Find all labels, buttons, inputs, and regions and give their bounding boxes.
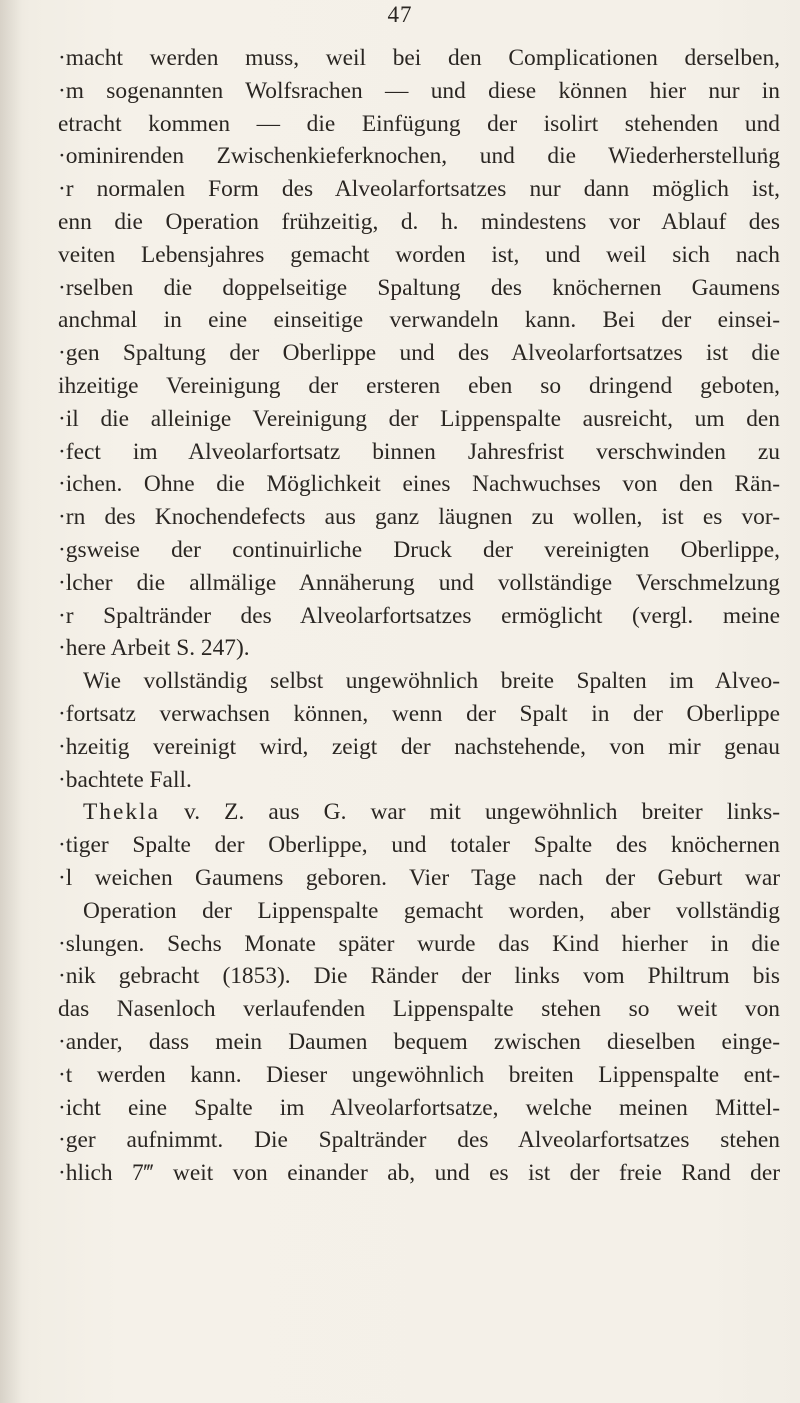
patient-name: Thekla bbox=[83, 799, 160, 826]
text-line: ·rn des Knochendefects aus ganz läugnen zu wollen, ist es vor- bbox=[58, 504, 780, 531]
text-line: ·here Arbeit S. 247). bbox=[58, 635, 250, 662]
text-line: anchmal in eine einseitige verwandeln kann. Bei der einsei- bbox=[58, 307, 780, 334]
text-line: ·ander, dass mein Daumen bequem zwischen dieselben einge- bbox=[58, 1028, 780, 1055]
text-line: ihzeitige Vereinigung der ersteren eben so dringend geboten, bbox=[58, 372, 780, 399]
text-line: ·m sogenannten Wolfsrachen — und diese können hier nur in bbox=[58, 77, 780, 104]
text-line: Operation der Lippenspalte gemacht worden, aber vollständig bbox=[83, 897, 780, 924]
text-line: ·il die alleinige Vereinigung der Lippenspalte ausreicht, um den bbox=[58, 405, 780, 432]
text-block bbox=[58, 42, 780, 1190]
text-line: ·gen Spaltung der Oberlippe und des Alveolarfortsatzes ist die bbox=[58, 340, 780, 367]
text-line: veiten Lebensjahres gemacht worden ist, und weil sich nach bbox=[58, 241, 780, 268]
text-line: ·ichen. Ohne die Möglichkeit eines Nachwuchses von den Rän- bbox=[58, 471, 780, 498]
text-line: ·slungen. Sechs Monate später wurde das Kind hierher in die bbox=[58, 930, 780, 957]
text-line: ·t werden kann. Dieser ungewöhnlich breiten Lippenspalte ent- bbox=[58, 1061, 780, 1088]
text-line: ·hlich 7‴ weit von einander ab, und es ist der freie Rand der bbox=[58, 1160, 780, 1187]
text-line: ·ominirenden Zwischenkieferknochen, und die Wiederherstellung bbox=[58, 143, 780, 170]
text-line: ·gsweise der continuirliche Druck der vereinigten Oberlippe, bbox=[58, 536, 780, 563]
text-line: ·nik gebracht (1853). Die Ränder der links vom Philtrum bis bbox=[58, 963, 780, 990]
text-line: ·hzeitig vereinigt wird, zeigt der nachstehende, von mir genau bbox=[58, 733, 780, 760]
text-line: etracht kommen — die Einfügung der isolirt stehenden und bbox=[58, 110, 780, 137]
text-line: Wie vollständig selbst ungewöhnlich breite Spalten im Alveo- bbox=[83, 668, 780, 695]
page-number: 47 bbox=[387, 2, 413, 27]
text-line: ·bachtete Fall. bbox=[58, 766, 192, 793]
text-line: ·lcher die allmälige Annäherung und vollständige Verschmelzung bbox=[58, 569, 780, 596]
text-line: ·fect im Alveolarfortsatz binnen Jahresfrist verschwinden zu bbox=[58, 438, 780, 465]
text-line: ·ger aufnimmt. Die Spaltränder des Alveolarfortsatzes stehen bbox=[58, 1127, 780, 1154]
text-line: ·icht eine Spalte im Alveolarfortsatze, welche meinen Mittel- bbox=[58, 1094, 780, 1121]
binding-shadow bbox=[0, 0, 22, 1403]
text-line: ·l weichen Gaumens geboren. Vier Tage nach der Geburt war bbox=[58, 864, 780, 891]
text-line: ·tiger Spalte der Oberlippe, und totaler Spalte des knöchernen bbox=[58, 832, 780, 859]
text-line: ·macht werden muss, weil bei den Complicationen derselben, bbox=[58, 45, 780, 71]
text-line: ·rselben die doppelseitige Spaltung des knöchernen Gaumens bbox=[58, 274, 780, 301]
text-line: ·r Spaltränder des Alveolarfortsatzes ermöglicht (vergl. meine bbox=[58, 602, 780, 629]
text-line: enn die Operation frühzeitig, d. h. mindestens vor Ablauf des bbox=[58, 208, 780, 235]
text-line: Thekla v. Z. aus G. war mit ungewöhnlich breiter links- bbox=[83, 799, 780, 826]
text-line: ·fortsatz verwachsen können, wenn der Spalt in der Oberlippe bbox=[58, 700, 780, 727]
text-line: das Nasenloch verlaufenden Lippenspalte stehen so weit von bbox=[58, 996, 780, 1023]
text-line: ·r normalen Form des Alveolarfortsatzes nur dann möglich ist, bbox=[58, 176, 780, 203]
